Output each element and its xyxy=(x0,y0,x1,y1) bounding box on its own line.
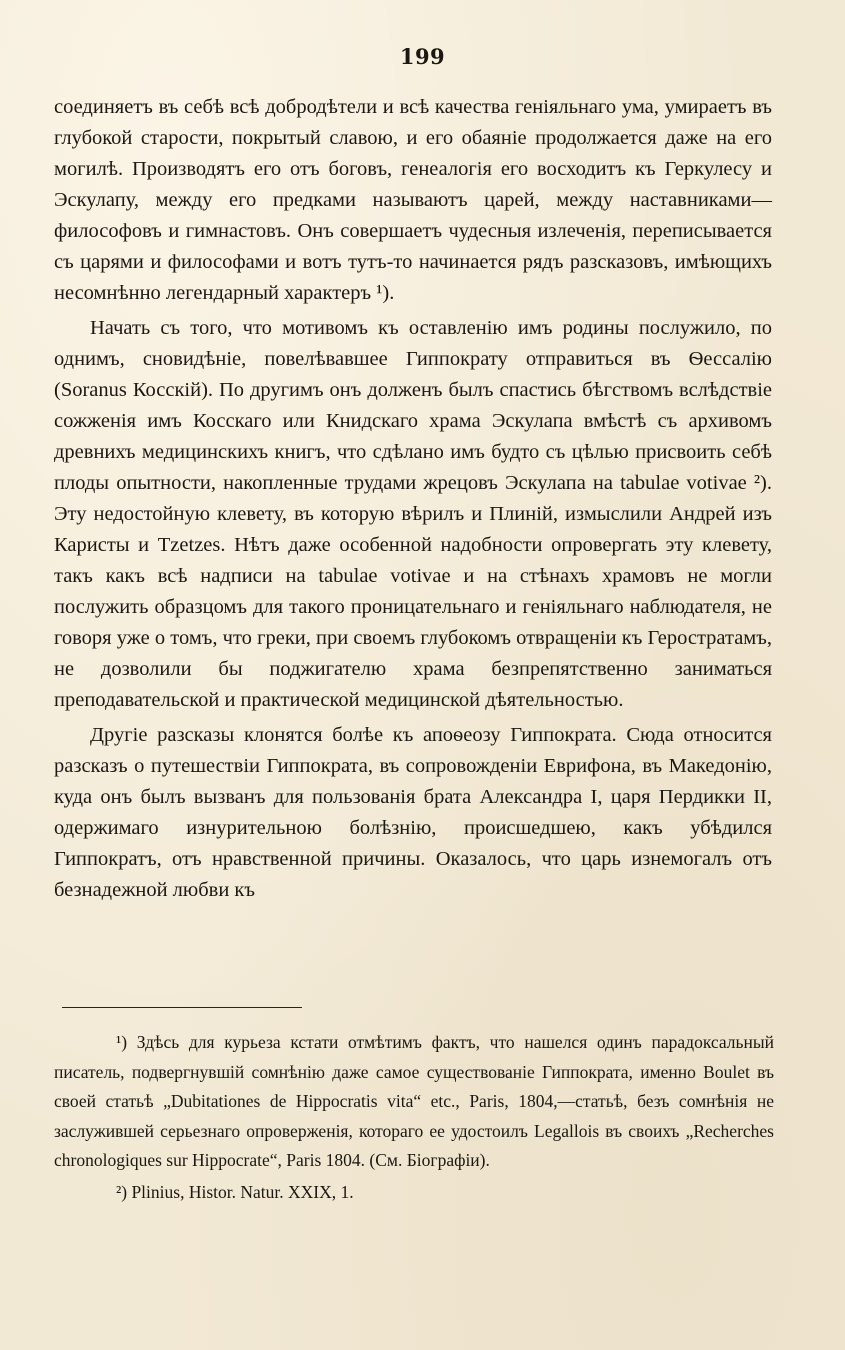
footnote-1: ¹) Здѣсь для курьеза кстати отмѣтимъ фактъ, что нашелся одинъ парадоксальный писатель, подвергнувшій сомнѣнію даже самое существованіе Гиппократа, именно Boulet въ своей статьѣ „Dubitationes de Hippocratis vita“ etc., Paris, 1804,—статьѣ, безъ сомнѣнія не заслужившей серьезнаго опроверженія, котораго ее удостоилъ Legallois въ своихъ „Recherches chronologiques sur Hippocrate“, Paris 1804. (См. Біографіи). xyxy=(54,1032,774,1170)
footnote-separator xyxy=(62,1007,302,1008)
main-text xyxy=(54,92,772,906)
page-number: 199 xyxy=(399,44,446,69)
paragraph-1: соединяетъ въ себѣ всѣ добродѣтели и всѣ качества геніяльнаго ума, умираетъ въ глубокой старости, покрытый славою, и его обаяніе продолжается даже на его могилѣ. Производятъ его отъ боговъ, генеалогія его восходитъ къ Геркулесу и Эскулапу, между его предками называютъ царей, между наставниками—философовъ и гимнастовъ. Онъ совершаетъ чудесныя излеченія, переписывается съ царями и философами и вотъ тутъ-то начинается рядъ разсказовъ, имѣющихъ несомнѣнно легендарный характеръ ¹). xyxy=(54,96,772,304)
paragraph-3: Другіе разсказы клонятся болѣе къ апоѳеозу Гиппократа. Сюда относится разсказъ о путешествіи Гиппократа, въ сопровожденіи Еврифона, въ Македонію, куда онъ былъ вызванъ для пользованія брата Александра I, царя Пердикки II, одержимаго изнурительною болѣзнію, происшедшею, какъ убѣдился Гиппократъ, отъ нравственной причины. Оказалось, что царь изнемогалъ отъ безнадежной любви къ xyxy=(54,724,772,901)
footnotes xyxy=(54,1028,774,1207)
footnote-2: ²) Plinius, Histor. Natur. XXIX, 1. xyxy=(116,1181,354,1202)
paragraph-2: Начать съ того, что мотивомъ къ оставленію имъ родины послужило, по однимъ, сновидѣніе, повелѣвавшее Гиппократу отправиться въ Ѳессалію (Soranus Косскій). По другимъ онъ долженъ былъ спастись бѣгствомъ вслѣдствіе сожженія имъ Косскаго или Книдскаго храма Эскулапа вмѣстѣ съ архивомъ древнихъ медицинскихъ книгъ, что сдѣлано имъ будто съ цѣлью присвоить себѣ плоды опытности, накопленные трудами жрецовъ Эскулапа на tabulae votivae ²). Эту недостойную клевету, въ которую вѣрилъ и Плиній, измыслили Андрей изъ Каристы и Tzetzes. Нѣтъ даже особенной надобности опровергать эту клевету, такъ какъ всѣ надписи на tabulae votivae и на стѣнахъ храмовъ не могли послужить образцомъ для такого проницательнаго и геніяльнаго наблюдателя, не говоря уже о томъ, что греки, при своемъ глубокомъ отвращеніи къ Геростратамъ, не дозволили бы поджигателю храма безпрепятственно заниматься преподавательской и практической медицинской дѣятельностью. xyxy=(54,317,772,711)
